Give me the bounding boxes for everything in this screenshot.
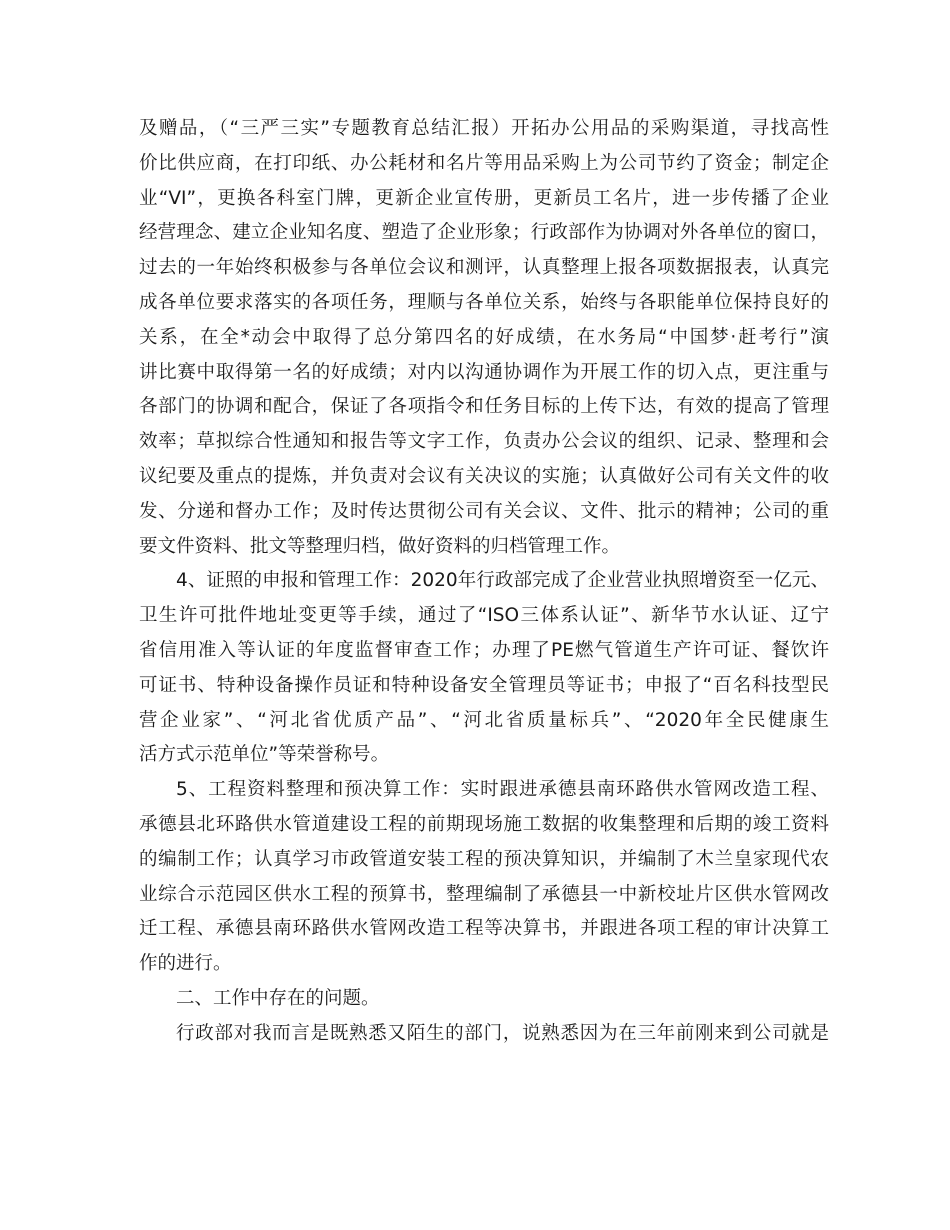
text-line: 承德县北环路供水管道建设工程的前期现场施工数据的收集整理和后期的竣工资料 <box>139 813 829 835</box>
text-line: 业“VI”，更换各科室门牌，更新企业宣传册，更新员工名片，进一步传播了企业 <box>139 187 829 209</box>
text-line: 及赠品，（“三严三实”专题教育总结汇报）开拓办公用品的采购渠道，寻找高性 <box>139 118 829 139</box>
text-line: 议纪要及重点的提炼，并负责对会议有关决议的实施；认真做好公司有关文件的收 <box>139 465 829 487</box>
text-line: 成各单位要求落实的各项任务，理顺与各单位关系，始终与各职能单位保持良好的 <box>139 291 829 313</box>
document-body <box>139 112 829 1052</box>
text-line: 价比供应商，在打印纸、办公耗材和名片等用品采购上为公司节约了资金；制定企 <box>139 152 829 174</box>
section-heading: 二、工作中存在的问题。 <box>176 987 380 1009</box>
paragraph-last-line: 活方式示范单位”等荣誉称号。 <box>139 744 390 766</box>
text-line: 业综合示范园区供水工程的预算书，整理编制了承德县一中新校址片区供水管网改 <box>139 883 829 905</box>
paragraph-last-line: 要文件资料、批文等整理归档，做好资料的归档管理工作。 <box>139 535 621 557</box>
text-line: 可证书、特种设备操作员证和特种设备安全管理员等证书；申报了“百名科技型民 <box>139 674 829 696</box>
text-line: 4、证照的申报和管理工作：2020年行政部完成了企业营业执照增资至一亿元、 <box>176 570 829 592</box>
text-line: 各部门的协调和配合，保证了各项指令和任务目标的上传下达，有效的提高了管理 <box>139 396 829 418</box>
text-line: 卫生许可批件地址变更等手续，通过了“ISO三体系认证”、新华节水认证、辽宁 <box>139 605 829 627</box>
text-line: 讲比赛中取得第一名的好成绩；对内以沟通协调作为开展工作的切入点，更注重与 <box>139 361 829 383</box>
text-line: 关系，在全*动会中取得了总分第四名的好成绩，在水务局“中国梦·赶考行”演 <box>139 326 829 348</box>
text-line: 省信用准入等认证的年度监督审查工作；办理了PE燃气管道生产许可证、餐饮许 <box>139 639 829 661</box>
text-line: 过去的一年始终积极参与各单位会议和测评，认真整理上报各项数据报表，认真完 <box>139 257 829 279</box>
paragraph-last-line: 作的进行。 <box>139 953 232 975</box>
text-line: 迁工程、承德县南环路供水管网改造工程等决算书，并跟进各项工程的审计决算工 <box>139 918 829 940</box>
text-line: 行政部对我而言是既熟悉又陌生的部门，说熟悉因为在三年前刚来到公司就是 <box>176 1022 829 1044</box>
text-line: 效率；草拟综合性通知和报告等文字工作，负责办公会议的组织、记录、整理和会 <box>139 431 829 453</box>
text-line: 发、分递和督办工作；及时传达贯彻公司有关会议、文件、批示的精神；公司的重 <box>139 500 829 522</box>
text-line: 营企业家”、“河北省优质产品”、“河北省质量标兵”、“2020年全民健康生 <box>139 709 829 731</box>
text-line: 的编制工作；认真学习市政管道安装工程的预决算知识，并编制了木兰皇家现代农 <box>139 848 829 870</box>
text-line: 5、工程资料整理和预决算工作：实时跟进承德县南环路供水管网改造工程、 <box>176 779 829 801</box>
text-line: 经营理念、建立企业知名度、塑造了企业形象；行政部作为协调对外各单位的窗口， <box>139 222 829 244</box>
